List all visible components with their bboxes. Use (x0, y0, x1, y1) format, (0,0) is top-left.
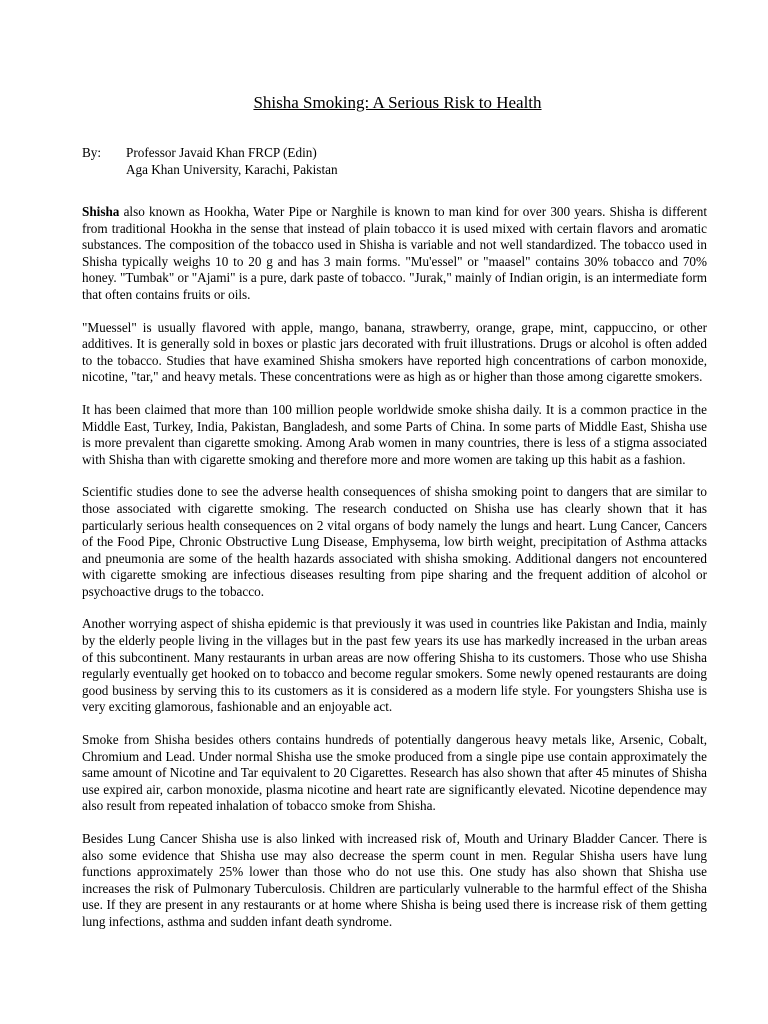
paragraph-text: Smoke from Shisha besides others contains hundreds of potentially dangerous heavy metals like, Arsenic, Cobalt, Chromium and Lead. Under normal Shisha use the smoke produced from a single pipe use contain approximately the same amount of Nicotine and Tar equivalent to 20 Cigarettes. Research has also shown that after 45 minutes of Shisha use expired air, carbon monoxide, plasma nicotine and heart rate are significantly elevated. Nicotine dependence may also result from repeated inhalation of tobacco smoke from Shisha. (82, 732, 707, 814)
byline (82, 144, 707, 178)
paragraph (82, 320, 707, 386)
paragraph-text: Besides Lung Cancer Shisha use is also linked with increased risk of, Mouth and Urinary Bladder Cancer. There is also some evidence that Shisha use may also decrease the sperm count in men. Regular Shisha users have lung functions approximately 25% lower than those who do not use this. One study has also shown that Shisha use increases the risk of Pulmonary Tuberculosis. Children are particularly vulnerable to the harmful effect of the Shisha use. If they are present in any restaurants or at home where Shisha is being used there is increase risk of them getting lung infections, asthma and sudden infant death syndrome. (82, 831, 707, 929)
paragraph-text: "Muessel" is usually flavored with apple, mango, banana, strawberry, orange, grape, mint, cappuccino, or other additives. It is generally sold in boxes or plastic jars decorated with fruit illustrations. Drugs or alcohol is often added to the tobacco. Studies that have examined Shisha smokers have reported high concentrations of carbon monoxide, nicotine, "tar," and heavy metals. These concentrations were as high as or higher than those among cigarette smokers. (82, 319, 707, 385)
paragraph-text: Scientific studies done to see the adverse health consequences of shisha smoking point to dangers that are similar to those associated with cigarette smoking. The research conducted on Shisha use has clearly shown that it has particularly serious health consequences on 2 vital organs of body namely the lungs and heart. Lung Cancer, Cancers of the Food Pipe, Chronic Obstructive Lung Disease, Emphysema, low birth weight, precipitation of Asthma attacks and pneumonia are some of the health hazards associated with shisha smoking. Additional dangers not encountered with cigarette smoking are infectious diseases resulting from pipe sharing and the frequent addition of alcohol or psychoactive drugs to the tobacco. (82, 484, 707, 599)
paragraph (82, 831, 707, 931)
document-title: Shisha Smoking: A Serious Risk to Health (253, 93, 542, 112)
paragraph (82, 402, 707, 468)
paragraph-text: also known as Hookha, Water Pipe or Narghile is known to man kind for over 300 years. Shisha is different from traditional Hookha in the sense that instead of plain tobacco it is used mixed with certain flavors and aromatic substances. The composition of the tobacco used in Shisha is variable and not well standardized. The tobacco used in Shisha typically weighs 10 to 20 g and has 3 main forms. "Mu'essel" or "maasel" contains 30% tobacco and 70% honey. "Tumbak" or "Ajami" is a pure, dark paste of tobacco. "Jurak," mainly of Indian origin, is an intermediate form that often contains fruits or oils. (82, 204, 707, 302)
byline-details (126, 144, 338, 178)
paragraph (82, 732, 707, 815)
document-body (82, 204, 707, 931)
paragraph (82, 616, 707, 716)
byline-label: By: (82, 145, 102, 160)
paragraph-lead-term: Shisha (82, 204, 120, 219)
paragraph (82, 204, 707, 304)
author-affiliation: Aga Khan University, Karachi, Pakistan (126, 162, 338, 177)
paragraph-text: It has been claimed that more than 100 million people worldwide smoke shisha daily. It is a common practice in the Middle East, Turkey, India, Pakistan, Bangladesh, and some Parts of China. In some parts of Middle East, Shisha use is more prevalent than cigarette smoking. Among Arab women in many countries, there is less of a stigma associated with Shisha than with cigarette smoking and therefore more and more women are taking up this habit as a fashion. (82, 401, 707, 467)
paragraph-text: Another worrying aspect of shisha epidemic is that previously it was used in countries like Pakistan and India, mainly by the elderly people living in the villages but in the past few years its use has markedly increased in the urban areas of this subcontinent. Many restaurants in urban areas are now offering Shisha to its customers. Those who use Shisha regularly eventually get hooked on to tobacco and become regular smokers. Some newly opened restaurants are doing good business by serving this to its customers as it is considered as a modern life style. For youngsters Shisha use is very exciting glamorous, fashionable and an enjoyable act. (82, 616, 707, 715)
author-name: Professor Javaid Khan FRCP (Edin) (126, 145, 317, 160)
paragraph (82, 484, 707, 600)
